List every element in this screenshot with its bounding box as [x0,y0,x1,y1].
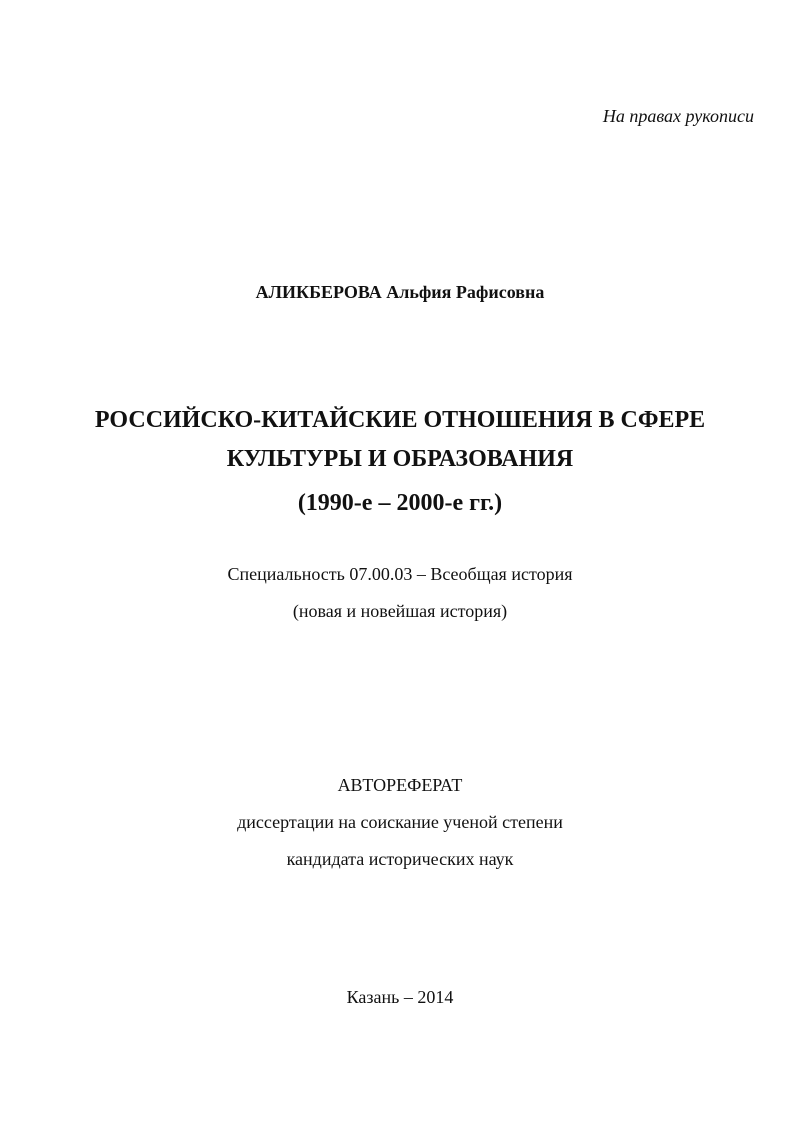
document-kind: АВТОРЕФЕРАТ [337,775,463,795]
title-period: (1990-е – 2000-е гг.) [297,490,503,516]
degree-line-2: кандидата исторических наук [286,849,514,869]
place-year: Казань – 2014 [346,987,454,1007]
manuscript-note: На правах рукописи [602,106,754,126]
degree-line-1: диссертации на соискание ученой степени [237,812,563,832]
title-line-1: РОССИЙСКО-КИТАЙСКИЕ ОТНОШЕНИЯ В СФЕРЕ [94,407,706,433]
author-name: АЛИКБЕРОВА Альфия Рафисовна [255,282,545,302]
specialty-line: Специальность 07.00.03 – Всеобщая история [227,564,573,584]
title-line-2: КУЛЬТУРЫ И ОБРАЗОВАНИЯ [226,446,574,472]
specialty-subline: (новая и новейшая история) [292,601,508,621]
